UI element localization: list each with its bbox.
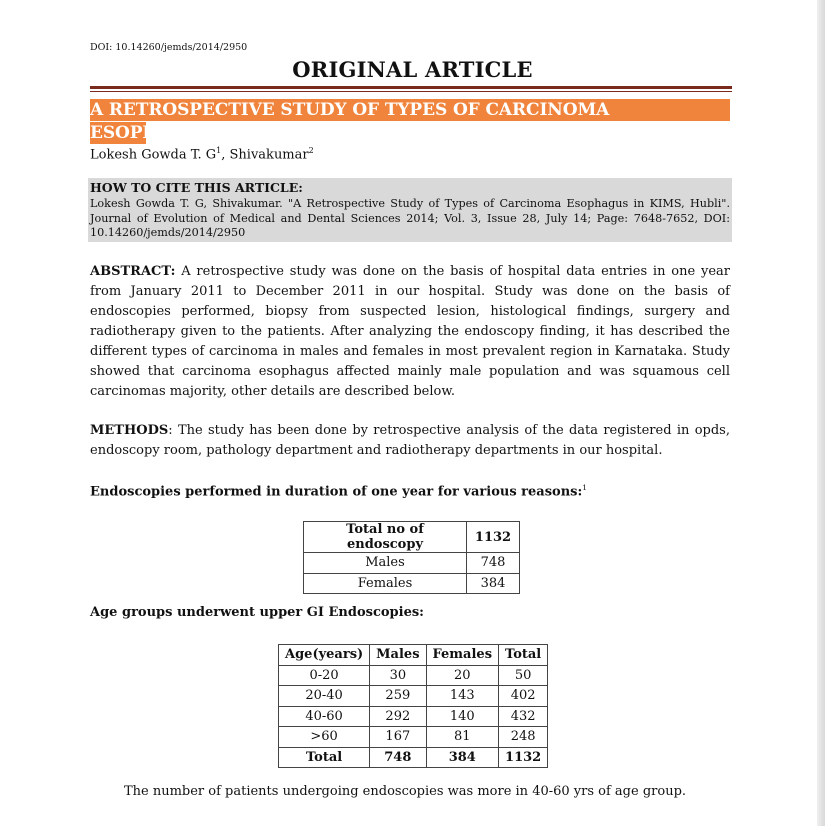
closing-sentence: The number of patients undergoing endoscopies was more in 40-60 yrs of age group.	[123, 784, 687, 799]
table-header-cell: Total	[499, 645, 548, 666]
table-header-cell: Females	[426, 645, 499, 666]
table-cell: 248	[499, 727, 548, 748]
author-line	[90, 146, 314, 162]
table-cell: Males	[304, 553, 467, 574]
table-cell: 402	[499, 686, 548, 707]
table-header-row	[279, 645, 548, 666]
table-cell: 20-40	[279, 686, 370, 707]
author-1-affiliation: 1	[216, 146, 222, 155]
table-cell: 30	[370, 665, 426, 686]
doi-header: DOI: 10.14260/jemds/2014/2950	[90, 42, 248, 53]
table-cell: 1132	[499, 747, 548, 768]
author-2: Shivakumar	[229, 147, 309, 163]
table-row	[304, 573, 520, 594]
article-type-heading: ORIGINAL ARTICLE	[292, 57, 533, 82]
citation-text: Lokesh Gowda T. G, Shivakumar. "A Retrospective Study of Types of Carcinoma Esophagus in KIMS, Hubli". Journal of Evolution of Medical and Dental Sciences 2014; Vol. 3, Issue 28, July 14; Page: 7648-7652, DOI: 10.14260/jemds/2014/2950	[90, 197, 730, 239]
methods-text: : The study has been done by retrospective analysis of the data registered in opds, endoscopy room, pathology department and radiotherapy departments in our hospital.	[90, 423, 730, 458]
table-cell: 432	[499, 706, 548, 727]
table-row	[279, 665, 548, 686]
table-cell: Total	[279, 747, 370, 768]
table-cell: 167	[370, 727, 426, 748]
abstract-label: ABSTRACT:	[90, 264, 176, 279]
divider-thick	[90, 86, 732, 89]
table-header-row	[304, 522, 520, 553]
author-2-affiliation: 2	[308, 146, 314, 155]
abstract-text: A retrospective study was done on the basis of hospital data entries in one year from January 2011 to December 2011 in our hospital. Study was done on the basis of endoscopies performed, biopsy from suspected lesion, histological findings, surgery and radiotherapy given to the patients. After analyzing the endoscopy finding, it has described the different types of carcinoma in males and females in most prevalent region in Karnataka. Study showed that carcinoma esophagus affected mainly male population and was squamous cell carcinomas majority, other details are described below.	[90, 264, 730, 399]
table-cell: 748	[370, 747, 426, 768]
page-edge	[817, 0, 825, 826]
section-heading-endoscopies	[90, 483, 587, 499]
table-cell: 143	[426, 686, 499, 707]
table-cell: 0-20	[279, 665, 370, 686]
table-cell: 384	[467, 573, 520, 594]
section-heading-endoscopies-text: Endoscopies performed in duration of one year for various reasons:	[90, 484, 583, 500]
table-cell: 20	[426, 665, 499, 686]
table-cell: 292	[370, 706, 426, 727]
section-heading-age-groups: Age groups underwent upper GI Endoscopies:	[90, 605, 424, 620]
author-1: Lokesh Gowda T. G	[90, 147, 217, 163]
table-row	[304, 553, 520, 574]
table-cell: Females	[304, 573, 467, 594]
divider-thin	[90, 91, 732, 92]
table-header-cell: 1132	[467, 522, 520, 553]
reference-marker: 1	[582, 483, 588, 492]
methods-paragraph	[90, 421, 730, 461]
age-group-table	[278, 644, 548, 768]
methods-label: METHODS	[90, 423, 169, 438]
author-separator: ,	[221, 147, 230, 163]
table-cell: 259	[370, 686, 426, 707]
table-header-cell: Males	[370, 645, 426, 666]
abstract-paragraph	[90, 262, 730, 402]
table-cell: >60	[279, 727, 370, 748]
table-row	[279, 686, 548, 707]
article-title: A RETROSPECTIVE STUDY OF TYPES OF CARCINOMA ESOPHAGUS IN KIMS, HUBLI	[90, 100, 610, 143]
table-cell: 748	[467, 553, 520, 574]
table-row	[279, 706, 548, 727]
table-cell: 50	[499, 665, 548, 686]
table-total-row	[279, 747, 548, 768]
table-header-cell: Total no of endoscopy	[304, 522, 467, 553]
table-cell: 384	[426, 747, 499, 768]
endoscopy-count-table	[303, 521, 520, 594]
table-header-cell: Age(years)	[279, 645, 370, 666]
table-cell: 140	[426, 706, 499, 727]
citation-heading: HOW TO CITE THIS ARTICLE:	[90, 180, 303, 195]
table-cell: 40-60	[279, 706, 370, 727]
table-row	[279, 727, 548, 748]
table-cell: 81	[426, 727, 499, 748]
